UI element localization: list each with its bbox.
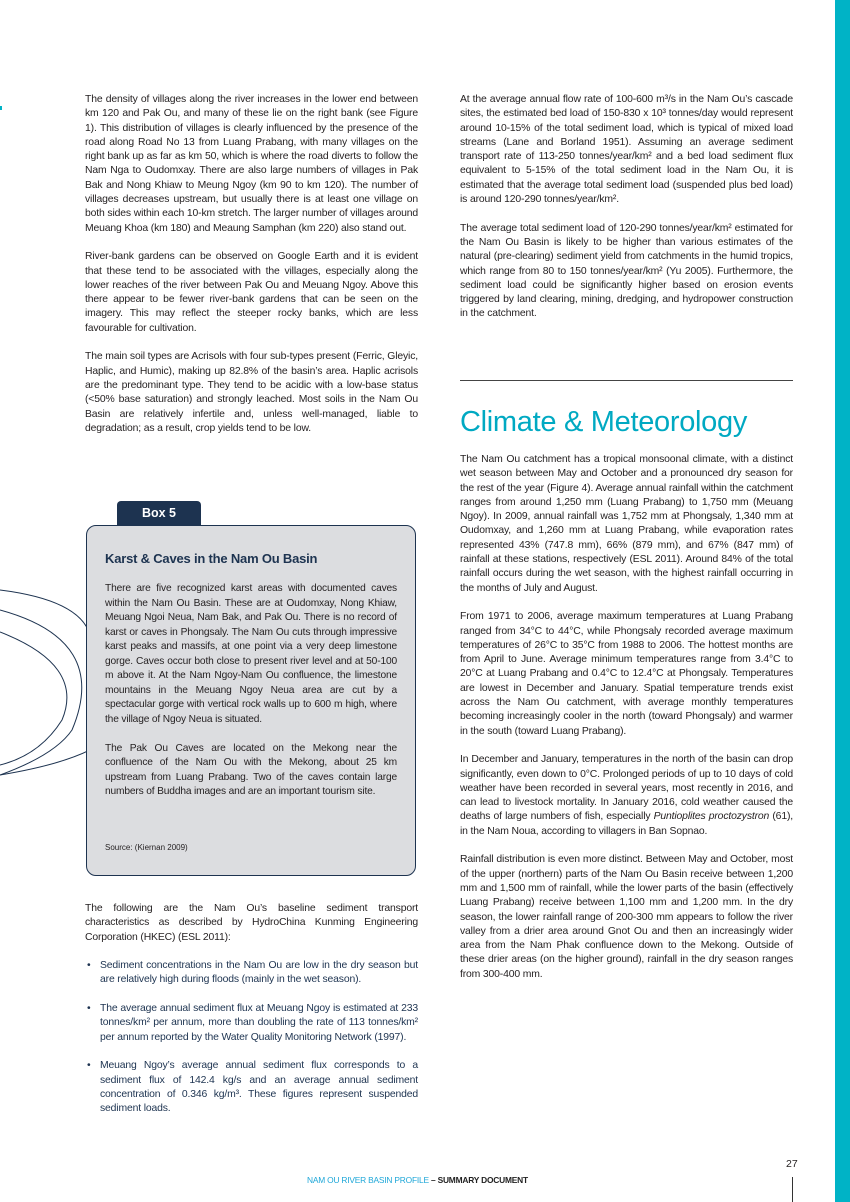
- section-heading: Climate & Meteorology: [460, 406, 748, 438]
- page-number: 27: [786, 1158, 798, 1170]
- right-sediment-text: [460, 93, 793, 336]
- box-body: [105, 582, 397, 814]
- bullet-item: • Sediment concentrations in the Nam Ou are low in the dry season but are relatively high during floods (mainly in the wet season).: [85, 959, 418, 988]
- paragraph-rainfall: Rainfall distribution is even more distinct. Between May and October, most of the upper (northern) parts of the Nam Ou Basin receive between 1,200 mm and 1,500 mm of rainfall, while the lower parts of the basin (effectively Luang Prabang) receive between 1,100 mm and 1,200 mm. In the dry season, the lower rainfall range of 200-300 mm appears to follow the river valley from a drier area around Gnot Ou and then an increasingly wider area from the Nam Phak confluence down to the Mekong. Outside of these drier areas (on the higher ground), rainfall in the dry season ranges from 300-400 mm.: [460, 854, 793, 980]
- footer-subtitle: – SUMMARY DOCUMENT: [428, 1175, 528, 1185]
- bullet-item: • Meuang Ngoy’s average annual sediment flux corresponds to a sediment flux of 142.4 kg/s and an average annual sediment concentration of 0.346 kg/m³. These figures represent suspended sediment loads.: [85, 1059, 418, 1116]
- paragraph-climate: The Nam Ou catchment has a tropical monsoonal climate, with a distinct wet season between May and October and a pronounced dry season for the rest of the year (Figure 4). Average annual rainfall within the catchment ranges from around 1,250 mm (Luang Prabang) to 1,750 mm (Meuang Ngoy). In 2009, annual rainfall was 1,752 mm at Phongsaly, 1,340 mm at Oudomxay, and 1,260 mm at Luang Prabang, while evaporation rates represented 43% (747.8 mm), 66% (879 mm), and 67% (847 mm) of rainfall at these stations, respectively (ESL 2011). Around 84% of the total rainfall occurs during the wet season, with the highest rainfall occurring in the months of July and August.: [460, 454, 793, 594]
- sediment-bullet-list: [85, 959, 418, 1116]
- paragraph-temperature: From 1971 to 2006, average maximum temperatures at Luang Prabang ranged from 34°C to 44°C, while Phongsaly recorded average maximum temperatures of 26°C to 35°C from 1988 to 2006. The hottest months are from April to June. Average minimum temperatures range from 3.4°C to 20°C at Luang Prabang and 0.4°C to 12.4°C at Phongsaly. Temperatures are lowest in December and January. Spatial temperature trends exist across the Nam Ou catchment, with average monthly temperatures becoming increasingly cooler in the north (toward Phongsaly) and warmer in the south (toward Luang Prabang).: [460, 611, 793, 737]
- text: In December and January, temperatures in the north of the basin can drop significantly, even down to 0°C. Prolonged periods of up to 10 days of cold weather have been recorded in several years, most recently in 2016, and can lead to livestock mortality. In January 2016, cold weather caused the deaths of large numbers of fish, especially: [460, 754, 793, 823]
- sediment-intro: The following are the Nam Ou’s baseline sediment transport characteristics as described by HydroChina Kunming Engineering Corporation (HKEC) (ESL 2011):: [85, 903, 418, 943]
- box-paragraph: There are five recognized karst areas with documented caves within the Nam Ou Basin. These are at Oudomxay, Nong Khiaw, Meuang Ngoi Neua, Nam Bak, and Pak Ou. There is no record of karst or caves in Phongsaly. The Nam Ou cuts through impressive karst peaks and massifs, at one point via a very deep limestone gorge. Caves occur both close to present river level and at 50-100 m above it. At the Nam Ngoy-Nam Ou confluence, the limestone mountains in the Meuang Ngoy Neua area are cut by a spectacular gorge with vertical rock walls up to 600 m high, where the village of Ngoy Neua is situated.: [105, 583, 397, 725]
- paragraph-bed-load: At the average annual flow rate of 100-600 m³/s in the Nam Ou’s cascade sites, the estimated bed load of 150-830 x 10³ tonnes/day would represent around 10-15% of the total sediment load, which is typical of mixed load streams (Lane and Borland 1951). Assuming an average sediment transport rate of 113-250 tonnes/year/km² and a bed load sediment flux equivalent to 5-15% of the total sediment load in the Nam Ou, it is estimated that the average total sediment load (suspended plus bed load) is around 120-290 tonnes/year/km².: [460, 94, 793, 206]
- box-title: Karst & Caves in the Nam Ou Basin: [105, 551, 318, 566]
- paragraph-soil-types: The main soil types are Acrisols with four sub-types present (Ferric, Gleyic, Haplic, and Humic), making up 82.8% of the basin’s area. Haplic acrisols are the predominant type. They tend to be acidic with a low-base status (<50% base saturation) and strongly leached. Most soils in the Nam Ou Basin are relatively infertile and, unless well-managed, liable to degradation; as a result, crop yields tend to be low.: [85, 351, 418, 434]
- sediment-section: [85, 902, 418, 1131]
- page-edge-accent-bar: [835, 0, 850, 1202]
- box-tab: Box 5: [117, 501, 201, 526]
- margin-mark: [0, 106, 2, 110]
- section-divider: [460, 380, 793, 381]
- page-number-rule: [792, 1177, 793, 1202]
- decorative-curves: [0, 580, 90, 780]
- box-source: Source: (Kiernan 2009): [105, 843, 188, 852]
- footer-title: NAM OU RIVER BASIN PROFILE: [307, 1175, 429, 1185]
- bullet-item: • The average annual sediment flux at Meuang Ngoy is estimated at 233 tonnes/km² per annum, more than doubling the rate of 113 tonnes/km² per annum reported by the Water Quality Monitoring Network (1997).: [85, 1002, 418, 1045]
- page-footer: [307, 1175, 528, 1185]
- box-paragraph: The Pak Ou Caves are located on the Mekong near the confluence of the Nam Ou with the Mekong, about 25 km upstream from Luang Prabang. Two of the caves contain large numbers of Buddha images and are an important tourism site.: [105, 742, 397, 797]
- left-intro-text: [85, 93, 418, 450]
- species-name: Puntioplites proctozystron: [653, 811, 770, 823]
- paragraph-riverbank-gardens: River-bank gardens can be observed on Google Earth and it is evident that these tend to be associated with the villages, especially along the lower reaches of the river between Pak Ou and Meuang Ngoy. Above this there appear to be fewer river-bank gardens that can be seen on the imagery. This may reflect the steeper rocky banks, which are less favourable for cultivation.: [85, 251, 418, 334]
- paragraph-village-density: The density of villages along the river increases in the lower end between km 120 and Pak Ou, and many of these lie on the right bank (see Figure 1). This distribution of villages is clearly influenced by the presence of the road along Road No 13 from Luang Prabang, with many villages on the right bank up as far as km 50, which is where the road diverts to follow the Nam Nga to Oudomxay. There are also large numbers of villages in Pak Bak and Nong Khiaw to Meung Ngoy (km 90 to km 120). The number of villages decreases upstream, but usually there is at least one village on both sides within each 10-km stretch. The larger number of villages around Meuang Khoa (km 180) and Meaung Samphan (km 220) also stand out.: [85, 94, 418, 234]
- climate-text: [460, 453, 793, 996]
- text: (61), in the Nam Noua, according to villagers in Ban Sopnao.: [460, 811, 793, 837]
- paragraph-total-sediment: The average total sediment load of 120-290 tonnes/year/km² estimated for the Nam Ou Basin is likely to be higher than various estimates of the natural (pre-clearing) sediment yield from catchments in the humid tropics, which range from 80 to 150 tonnes/year/km² (Yu 2005). Furthermore, the sediment load could be significantly higher based on erosion events triggered by land clearing, mining, dredging, and hydropower construction in the catchment.: [460, 222, 793, 320]
- paragraph-cold-weather: [460, 753, 793, 839]
